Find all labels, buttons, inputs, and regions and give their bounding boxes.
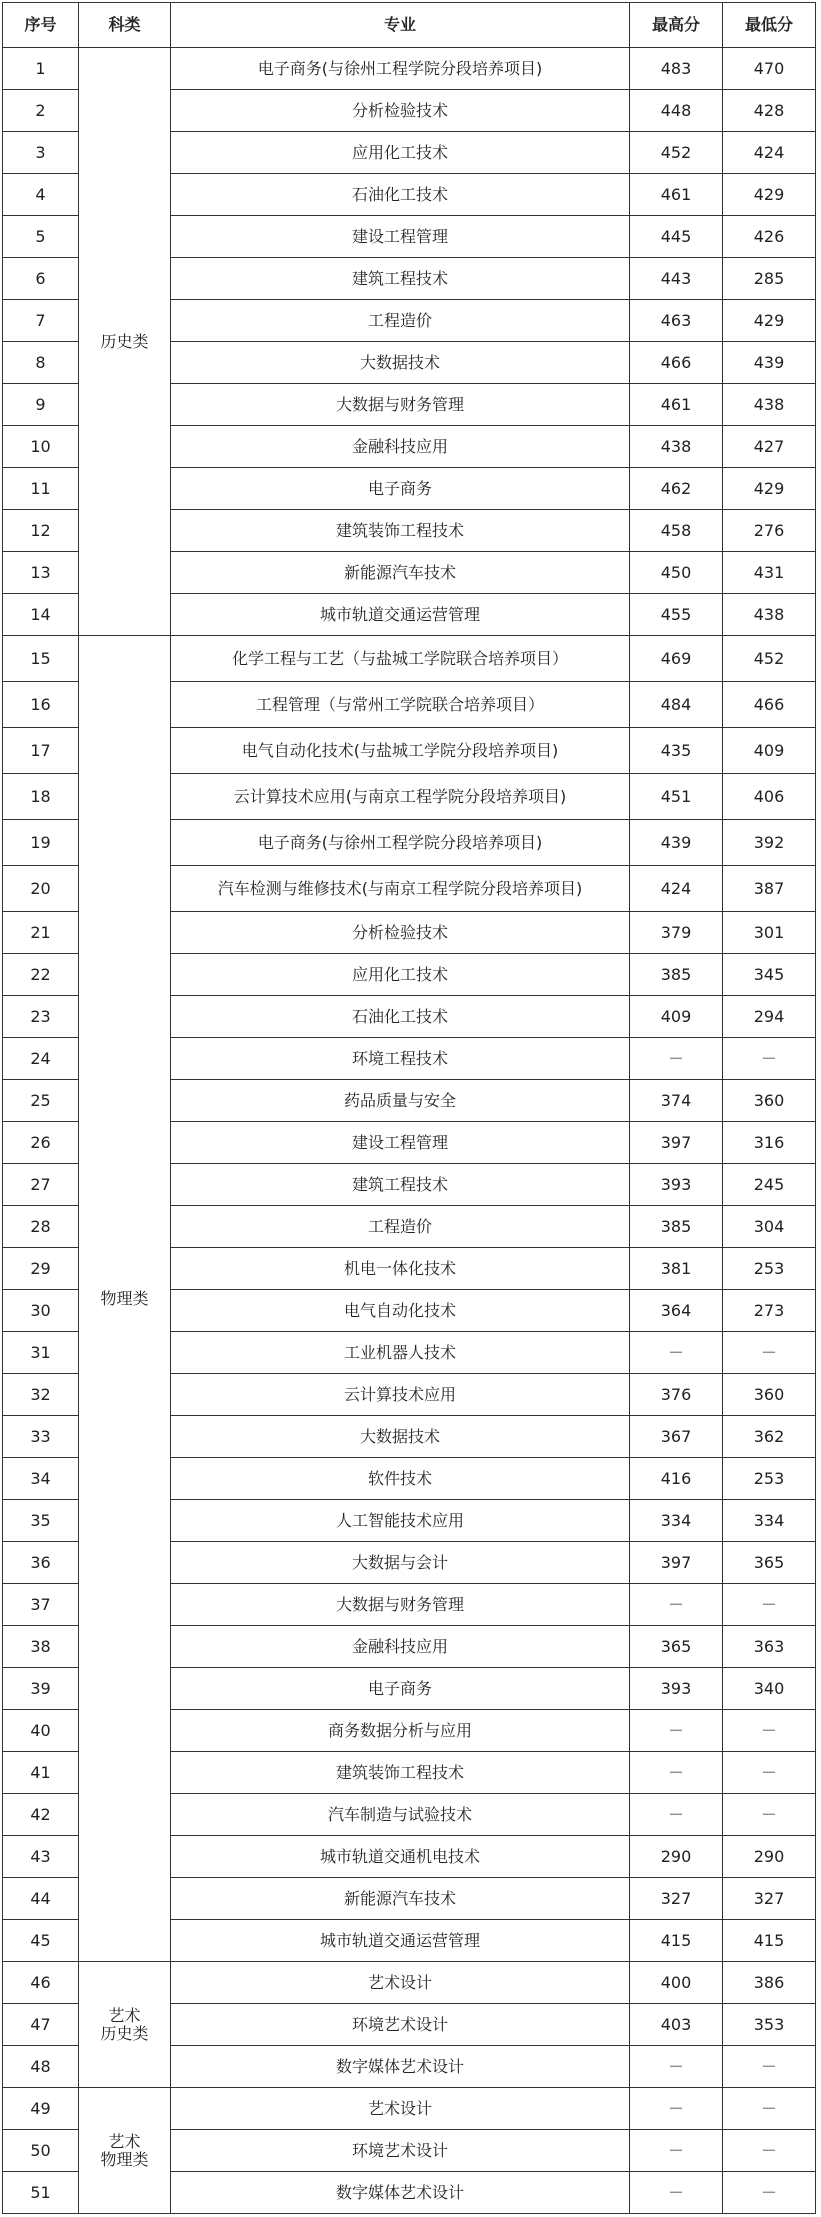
- major-name: 云计算技术应用: [171, 1374, 630, 1416]
- row-number: 11: [3, 468, 79, 510]
- min-score: 245: [723, 1164, 816, 1206]
- major-name: 工程造价: [171, 300, 630, 342]
- row-number: 10: [3, 426, 79, 468]
- min-score: 273: [723, 1290, 816, 1332]
- max-score: 397: [630, 1122, 723, 1164]
- major-name: 数字媒体艺术设计: [171, 2046, 630, 2088]
- max-score: －: [630, 2046, 723, 2088]
- max-score: 439: [630, 820, 723, 866]
- row-number: 4: [3, 174, 79, 216]
- major-name: 电子商务(与徐州工程学院分段培养项目): [171, 48, 630, 90]
- row-number: 48: [3, 2046, 79, 2088]
- major-name: 数字媒体艺术设计: [171, 2172, 630, 2214]
- row-number: 29: [3, 1248, 79, 1290]
- min-score: －: [723, 1710, 816, 1752]
- max-score: 438: [630, 426, 723, 468]
- row-number: 19: [3, 820, 79, 866]
- major-name: 电气自动化技术: [171, 1290, 630, 1332]
- min-score: 316: [723, 1122, 816, 1164]
- row-number: 33: [3, 1416, 79, 1458]
- row-number: 51: [3, 2172, 79, 2214]
- max-score: 403: [630, 2004, 723, 2046]
- min-score: 438: [723, 594, 816, 636]
- max-score: 367: [630, 1416, 723, 1458]
- row-number: 42: [3, 1794, 79, 1836]
- major-name: 大数据技术: [171, 342, 630, 384]
- max-score: 385: [630, 1206, 723, 1248]
- min-score: 427: [723, 426, 816, 468]
- major-name: 新能源汽车技术: [171, 552, 630, 594]
- major-name: 石油化工技术: [171, 996, 630, 1038]
- row-number: 27: [3, 1164, 79, 1206]
- row-number: 13: [3, 552, 79, 594]
- min-score: 301: [723, 912, 816, 954]
- max-score: －: [630, 1710, 723, 1752]
- major-name: 分析检验技术: [171, 912, 630, 954]
- row-number: 21: [3, 912, 79, 954]
- min-score: 285: [723, 258, 816, 300]
- category-cell: 物理类: [79, 636, 171, 1962]
- min-score: －: [723, 2130, 816, 2172]
- row-number: 8: [3, 342, 79, 384]
- row-number: 20: [3, 866, 79, 912]
- major-name: 汽车制造与试验技术: [171, 1794, 630, 1836]
- min-score: 386: [723, 1962, 816, 2004]
- major-name: 应用化工技术: [171, 132, 630, 174]
- row-number: 38: [3, 1626, 79, 1668]
- major-name: 工程造价: [171, 1206, 630, 1248]
- row-number: 22: [3, 954, 79, 996]
- major-name: 建筑工程技术: [171, 258, 630, 300]
- max-score: －: [630, 1794, 723, 1836]
- max-score: 385: [630, 954, 723, 996]
- min-score: 438: [723, 384, 816, 426]
- min-score: 253: [723, 1458, 816, 1500]
- major-name: 环境工程技术: [171, 1038, 630, 1080]
- min-score: －: [723, 1584, 816, 1626]
- major-name: 大数据与财务管理: [171, 1584, 630, 1626]
- min-score: 431: [723, 552, 816, 594]
- row-number: 14: [3, 594, 79, 636]
- row-number: 46: [3, 1962, 79, 2004]
- min-score: －: [723, 1752, 816, 1794]
- min-score: 253: [723, 1248, 816, 1290]
- min-score: 276: [723, 510, 816, 552]
- max-score: 374: [630, 1080, 723, 1122]
- header-max: 最高分: [630, 3, 723, 48]
- row-number: 43: [3, 1836, 79, 1878]
- max-score: 451: [630, 774, 723, 820]
- min-score: 439: [723, 342, 816, 384]
- max-score: 327: [630, 1878, 723, 1920]
- category-cell: 艺术 物理类: [79, 2088, 171, 2214]
- max-score: 365: [630, 1626, 723, 1668]
- row-number: 6: [3, 258, 79, 300]
- header-min: 最低分: [723, 3, 816, 48]
- max-score: 397: [630, 1542, 723, 1584]
- max-score: 435: [630, 728, 723, 774]
- major-name: 工程管理（与常州工学院联合培养项目）: [171, 682, 630, 728]
- max-score: 381: [630, 1248, 723, 1290]
- row-number: 30: [3, 1290, 79, 1332]
- max-score: 424: [630, 866, 723, 912]
- major-name: 应用化工技术: [171, 954, 630, 996]
- min-score: －: [723, 2046, 816, 2088]
- max-score: 483: [630, 48, 723, 90]
- max-score: 445: [630, 216, 723, 258]
- max-score: 415: [630, 1920, 723, 1962]
- min-score: 290: [723, 1836, 816, 1878]
- min-score: 327: [723, 1878, 816, 1920]
- major-name: 电子商务(与徐州工程学院分段培养项目): [171, 820, 630, 866]
- row-number: 18: [3, 774, 79, 820]
- max-score: 455: [630, 594, 723, 636]
- max-score: －: [630, 1584, 723, 1626]
- row-number: 25: [3, 1080, 79, 1122]
- min-score: 429: [723, 300, 816, 342]
- row-number: 41: [3, 1752, 79, 1794]
- min-score: －: [723, 1038, 816, 1080]
- major-name: 石油化工技术: [171, 174, 630, 216]
- min-score: 409: [723, 728, 816, 774]
- min-score: 428: [723, 90, 816, 132]
- min-score: 360: [723, 1374, 816, 1416]
- row-number: 17: [3, 728, 79, 774]
- max-score: 463: [630, 300, 723, 342]
- category-cell: 历史类: [79, 48, 171, 636]
- major-name: 城市轨道交通运营管理: [171, 594, 630, 636]
- max-score: 466: [630, 342, 723, 384]
- max-score: 409: [630, 996, 723, 1038]
- min-score: 340: [723, 1668, 816, 1710]
- major-name: 机电一体化技术: [171, 1248, 630, 1290]
- max-score: 469: [630, 636, 723, 682]
- max-score: －: [630, 1752, 723, 1794]
- min-score: 363: [723, 1626, 816, 1668]
- table-row: [3, 636, 816, 682]
- max-score: 450: [630, 552, 723, 594]
- min-score: 360: [723, 1080, 816, 1122]
- max-score: 458: [630, 510, 723, 552]
- min-score: 429: [723, 174, 816, 216]
- max-score: 334: [630, 1500, 723, 1542]
- max-score: 461: [630, 384, 723, 426]
- major-name: 建筑工程技术: [171, 1164, 630, 1206]
- row-number: 37: [3, 1584, 79, 1626]
- major-name: 新能源汽车技术: [171, 1878, 630, 1920]
- max-score: 364: [630, 1290, 723, 1332]
- min-score: 294: [723, 996, 816, 1038]
- max-score: 416: [630, 1458, 723, 1500]
- row-number: 1: [3, 48, 79, 90]
- major-name: 金融科技应用: [171, 426, 630, 468]
- min-score: 365: [723, 1542, 816, 1584]
- row-number: 39: [3, 1668, 79, 1710]
- major-name: 环境艺术设计: [171, 2004, 630, 2046]
- major-name: 大数据与会计: [171, 1542, 630, 1584]
- min-score: 429: [723, 468, 816, 510]
- row-number: 26: [3, 1122, 79, 1164]
- min-score: 424: [723, 132, 816, 174]
- admission-score-table: [2, 2, 816, 2214]
- row-number: 7: [3, 300, 79, 342]
- max-score: 484: [630, 682, 723, 728]
- row-number: 16: [3, 682, 79, 728]
- min-score: －: [723, 2172, 816, 2214]
- header-row: [3, 3, 816, 48]
- min-score: 426: [723, 216, 816, 258]
- row-number: 24: [3, 1038, 79, 1080]
- min-score: 362: [723, 1416, 816, 1458]
- max-score: 379: [630, 912, 723, 954]
- row-number: 3: [3, 132, 79, 174]
- major-name: 电子商务: [171, 468, 630, 510]
- major-name: 艺术设计: [171, 1962, 630, 2004]
- max-score: －: [630, 2172, 723, 2214]
- row-number: 34: [3, 1458, 79, 1500]
- major-name: 环境艺术设计: [171, 2130, 630, 2172]
- min-score: 392: [723, 820, 816, 866]
- table-row: [3, 1962, 816, 2004]
- major-name: 城市轨道交通机电技术: [171, 1836, 630, 1878]
- row-number: 40: [3, 1710, 79, 1752]
- major-name: 电气自动化技术(与盐城工学院分段培养项目): [171, 728, 630, 774]
- max-score: 448: [630, 90, 723, 132]
- max-score: －: [630, 2130, 723, 2172]
- table-body: [3, 48, 816, 2214]
- major-name: 建筑装饰工程技术: [171, 1752, 630, 1794]
- min-score: 334: [723, 1500, 816, 1542]
- major-name: 人工智能技术应用: [171, 1500, 630, 1542]
- table-row: [3, 48, 816, 90]
- max-score: 393: [630, 1668, 723, 1710]
- row-number: 2: [3, 90, 79, 132]
- max-score: －: [630, 1038, 723, 1080]
- row-number: 50: [3, 2130, 79, 2172]
- major-name: 大数据技术: [171, 1416, 630, 1458]
- max-score: 400: [630, 1962, 723, 2004]
- major-name: 金融科技应用: [171, 1626, 630, 1668]
- row-number: 49: [3, 2088, 79, 2130]
- major-name: 药品质量与安全: [171, 1080, 630, 1122]
- max-score: 443: [630, 258, 723, 300]
- row-number: 5: [3, 216, 79, 258]
- row-number: 35: [3, 1500, 79, 1542]
- min-score: －: [723, 1794, 816, 1836]
- max-score: －: [630, 2088, 723, 2130]
- major-name: 云计算技术应用(与南京工程学院分段培养项目): [171, 774, 630, 820]
- row-number: 28: [3, 1206, 79, 1248]
- row-number: 47: [3, 2004, 79, 2046]
- min-score: 353: [723, 2004, 816, 2046]
- major-name: 艺术设计: [171, 2088, 630, 2130]
- header-major: 专业: [171, 3, 630, 48]
- major-name: 大数据与财务管理: [171, 384, 630, 426]
- major-name: 建设工程管理: [171, 216, 630, 258]
- min-score: 406: [723, 774, 816, 820]
- row-number: 32: [3, 1374, 79, 1416]
- major-name: 工业机器人技术: [171, 1332, 630, 1374]
- row-number: 31: [3, 1332, 79, 1374]
- max-score: 462: [630, 468, 723, 510]
- row-number: 45: [3, 1920, 79, 1962]
- max-score: 461: [630, 174, 723, 216]
- row-number: 15: [3, 636, 79, 682]
- major-name: 城市轨道交通运营管理: [171, 1920, 630, 1962]
- max-score: 290: [630, 1836, 723, 1878]
- min-score: 387: [723, 866, 816, 912]
- row-number: 9: [3, 384, 79, 426]
- max-score: －: [630, 1332, 723, 1374]
- major-name: 电子商务: [171, 1668, 630, 1710]
- row-number: 23: [3, 996, 79, 1038]
- major-name: 建筑装饰工程技术: [171, 510, 630, 552]
- min-score: 415: [723, 1920, 816, 1962]
- min-score: 345: [723, 954, 816, 996]
- min-score: 470: [723, 48, 816, 90]
- min-score: －: [723, 1332, 816, 1374]
- row-number: 36: [3, 1542, 79, 1584]
- row-number: 12: [3, 510, 79, 552]
- max-score: 376: [630, 1374, 723, 1416]
- major-name: 商务数据分析与应用: [171, 1710, 630, 1752]
- min-score: －: [723, 2088, 816, 2130]
- major-name: 分析检验技术: [171, 90, 630, 132]
- max-score: 393: [630, 1164, 723, 1206]
- header-category: 科类: [79, 3, 171, 48]
- row-number: 44: [3, 1878, 79, 1920]
- header-no: 序号: [3, 3, 79, 48]
- max-score: 452: [630, 132, 723, 174]
- category-cell: 艺术 历史类: [79, 1962, 171, 2088]
- major-name: 汽车检测与维修技术(与南京工程学院分段培养项目): [171, 866, 630, 912]
- min-score: 466: [723, 682, 816, 728]
- min-score: 452: [723, 636, 816, 682]
- major-name: 建设工程管理: [171, 1122, 630, 1164]
- major-name: 软件技术: [171, 1458, 630, 1500]
- min-score: 304: [723, 1206, 816, 1248]
- table-row: [3, 2088, 816, 2130]
- major-name: 化学工程与工艺（与盐城工学院联合培养项目）: [171, 636, 630, 682]
